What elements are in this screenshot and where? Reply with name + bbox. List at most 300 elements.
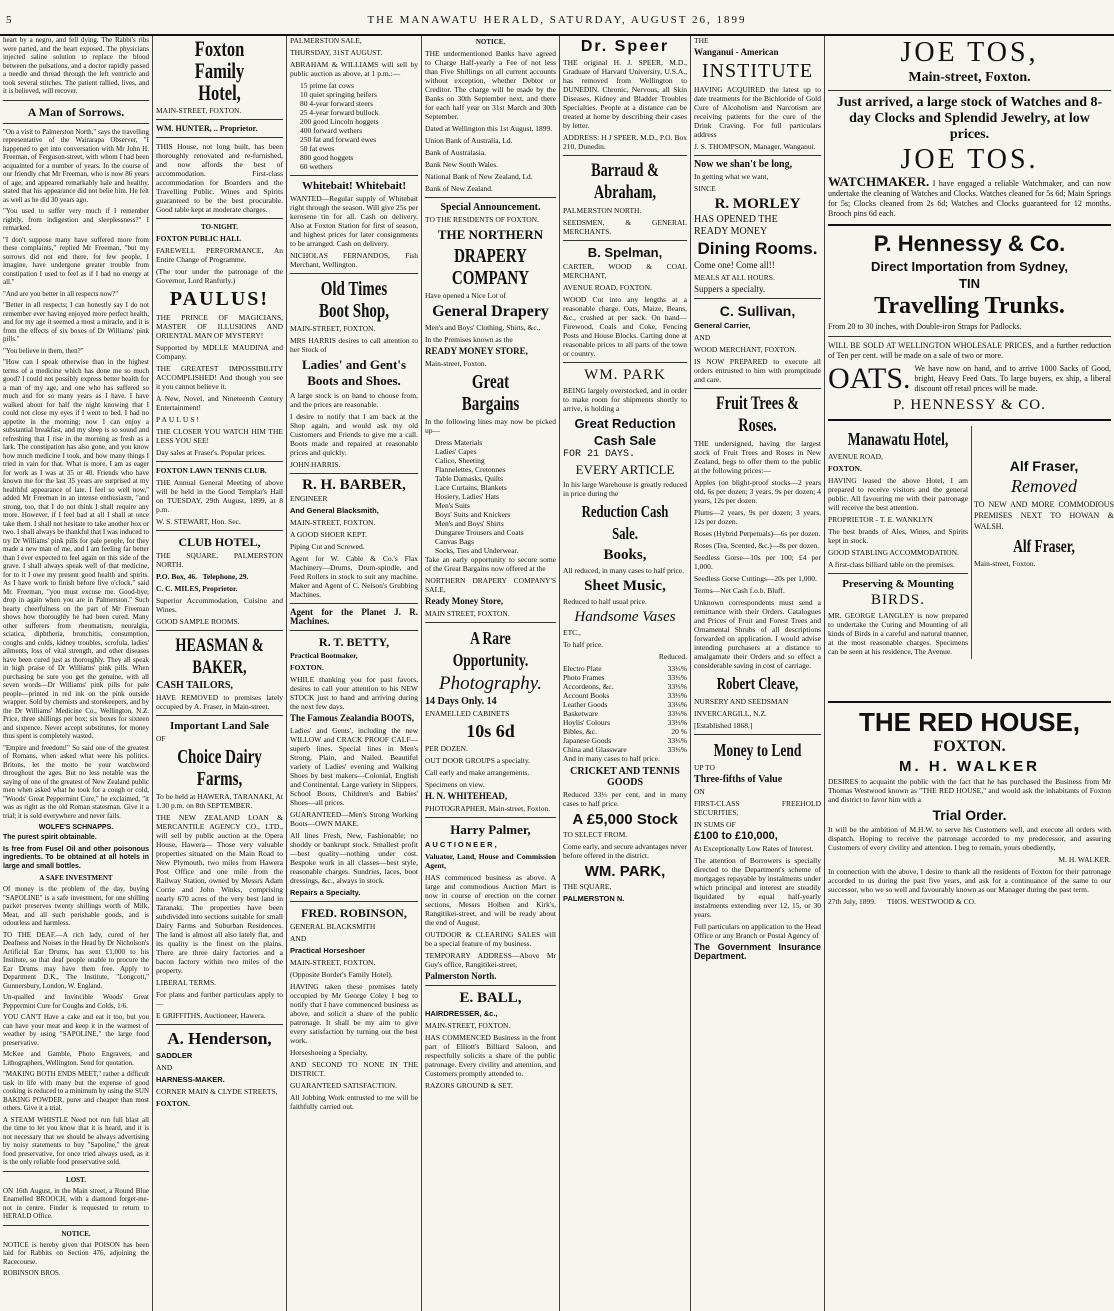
specimens: Specimens on view. xyxy=(425,780,485,789)
hall-name: FOXTON PUBLIC HALL xyxy=(156,234,242,243)
wood-merchant: WOOD MERCHANT, FOXTON. xyxy=(694,345,797,354)
boot-sign: JOHN HARRIS. xyxy=(290,460,341,469)
ball: E. BALL, xyxy=(459,990,522,1006)
divider xyxy=(425,985,556,986)
betty-body: WHILE thanking you for past favors, desires to call your attention to his NEW STOCK just to hand and arriving during the next few days. xyxy=(290,675,418,711)
price-pct: 33⅓% xyxy=(667,745,687,754)
red-foxton: FOXTON. xyxy=(933,738,1006,755)
club-po: P.O. Box, 46. xyxy=(156,572,197,581)
photo-price: 10s 6d xyxy=(466,721,515,741)
best-brands: The best brands of Ales, Wines, and Spirits kept in stock. xyxy=(828,527,968,545)
valuator: Valuator, Land, House and Commission Agent, xyxy=(425,852,556,870)
price-item: Hoylis' Colours xyxy=(563,718,610,727)
price-item: Basketware xyxy=(563,709,598,718)
in-his: In his large Warehouse is greatly reduced in price during the xyxy=(563,480,687,498)
price-pct: 33⅓% xyxy=(667,673,687,682)
list-item: 10 quiet springing heifers xyxy=(300,90,377,99)
club-heading: CLUB HOTEL, xyxy=(178,535,261,549)
trial: Trial Order. xyxy=(932,807,1007,823)
established: [Established 1868.] xyxy=(694,721,753,730)
barber-agent: Agent for W. Cable & Co.'s Flax Machinery—Drums, Drum-spindle, and Feed Rollers in stock to suit any machine. Maker and Agent of C. Nelson's Grubbing Machines. xyxy=(290,554,418,599)
northern: THE NORTHERN xyxy=(437,227,544,242)
paulus-sub: THE PRINCE OF MAGICIANS, MASTER OF ILLUSIONS AND ORIENTAL MAN OF MYSTERY! xyxy=(156,313,283,340)
three-fifths: Three-fifths of Value xyxy=(694,774,783,785)
birds: BIRDS. xyxy=(871,592,925,608)
list-item: 50 fat ewes xyxy=(300,144,335,153)
mens: Men's and Boys' Clothing, Shirts, &c., xyxy=(425,323,541,332)
robinson-heading: FRED. ROBINSON, xyxy=(301,906,407,920)
split-area xyxy=(828,426,1114,696)
thompson: J. S. THOMPSON, Manager, Wanganui. xyxy=(694,142,816,151)
list-item: 800 good hoggets xyxy=(300,153,354,162)
walker-body: DESIRES to acquaint the public with the fact that he has purchased the Business from Mr Thomas Westwood known as "THE RED HOUSE," and would ask the inhabitants of Foxton and district to favor him with a xyxy=(828,777,1111,804)
removed: Removed xyxy=(1011,476,1077,496)
horseshoeing: Horseshoeing a Specialty, xyxy=(290,1048,368,1057)
manawatu-body: HAVING leased the above Hotel, I am prepared to receive visitors and the general public. All favouring me with their patronage will receive the best attention. xyxy=(828,476,968,512)
reduced-half: Reduced to half usual price. xyxy=(563,597,647,606)
land-of: OF xyxy=(156,734,166,743)
arrived: Just arrived, a large stock of Watches and 8-day Clocks and Splendid Jewelry, at low prices. xyxy=(836,95,1103,142)
outdoor: OUT DOOR GROUPS a specialty. xyxy=(425,756,530,765)
schnapps-line: Is free from Fusel Oil and other poisonous ingredients. To be obtained at all hotels in large and small bottles. xyxy=(3,845,149,870)
wellington: WILL BE SOLD AT WELLINGTON WHOLESALE PRICES, and a further reduction of Ten per cent. will be made on a sale of two or more. xyxy=(828,341,1111,360)
auctioneer: AUCTIONEER, xyxy=(425,840,499,849)
cricket: CRICKET AND TENNIS GOODS xyxy=(570,766,680,788)
upto: UP TO xyxy=(694,763,715,772)
tin: TIN xyxy=(959,276,980,291)
proprietor: PROPRIETOR - T. E. WANKLYN xyxy=(828,515,933,524)
come-one: Come one! Come all!! xyxy=(694,260,775,270)
price-item: Accordeons, &c. xyxy=(563,682,614,691)
all-reduced: All reduced, in many cases to half price. xyxy=(563,566,684,575)
list-item: 60 wethers xyxy=(300,162,333,171)
northern-sale: NORTHERN DRAPERY COMPANY'S SALE, xyxy=(425,576,556,594)
price-table xyxy=(563,664,687,754)
reduced-label: Reduced. xyxy=(658,652,687,661)
govt: The Government Insurance Department. xyxy=(694,942,821,961)
guaranteed: GUARANTEED—Men's Strong Working Boots—OWN MAKE. xyxy=(290,810,418,828)
speer-body: THE original H. J. SPEER, M.D., Graduate of Harvard University, U.S.A., has removed from Wellington to DUNEDIN. Chronic, Nervous, all Skin Diseases, Kidney and Bladder Troubles Specialties. People at a distance can be treated at home by describing their cases by letter. xyxy=(563,58,687,130)
price-pct: 33⅓% xyxy=(667,709,687,718)
column-4 xyxy=(422,36,560,1311)
club-prop: C. C. MILES, Proprietor. xyxy=(156,584,238,593)
bank-name: Bank New South Wales. xyxy=(425,160,499,169)
robinson-street: MAIN-STREET, FOXTON, xyxy=(290,958,376,967)
list-item: 15 prime fat cows xyxy=(300,81,354,90)
hairdresser: HAIRDRESSER, &c., xyxy=(425,1009,498,1018)
whitebait-sign: NICHOLAS FERNANDOS, Fish Merchant, Wellington. xyxy=(290,251,418,269)
trunks: Travelling Trunks. xyxy=(874,293,1065,319)
column-1 xyxy=(0,36,153,1311)
barraud: Barraud & Abraham, xyxy=(591,160,659,203)
price-item: Leather Goods xyxy=(563,700,608,709)
price-pct: 33⅓% xyxy=(667,736,687,745)
bank-notice: THE undermentioned Banks have agreed to Charge Half-yearly a Fee of not less than Five Shillings on all current accounts without exception, whether Debtor or Creditor. The charge will be made by the Banks on 30th September next, and there for each half year on 31st March and 30th September. xyxy=(425,49,556,121)
from: From 20 to 30 inches, with Double-iron Straps for Padlocks. xyxy=(828,322,1022,331)
date: 27th July, 1899. xyxy=(828,897,876,906)
bank-name: Bank of New Zealand. xyxy=(425,184,493,193)
every-article: EVERY ARTICLE xyxy=(575,462,675,477)
and-word: AND xyxy=(156,1063,173,1072)
spelman: B. Spelman, xyxy=(587,245,663,260)
divider xyxy=(3,123,149,124)
divider xyxy=(156,218,283,219)
opened: HAS OPENED THE xyxy=(694,214,778,225)
call-early: Call early and make arrangements. xyxy=(425,768,530,777)
fruit: Fruit Trees & Roses. xyxy=(715,393,800,436)
sales-list xyxy=(290,81,418,171)
griffiths: E GRIFFITHS, Auctioneer, Hawera. xyxy=(156,1011,266,1020)
article-para: "How can I speak otherwise than in the highest terms of a medicine which has done me so much good? I could not possibly express better health for a man of my age, and one who has suffered so much and for so many years as I have. I have walked about for half the night knowing that I could not close my eyes if I went to bed. I had no appetite in the morning; now I can enjoy a substantial breakfast, and my sleep is so sound and refreshing that I rise in the morning as fresh as a lark. The constipation has also gone, and you know how much medicine I took, and how many things I tried in vain for that. What is more, I am as eager for work as I was at 35 or 40. Friends who have known me for the last 35 years are surprised at my healthful appearance of late. I feel so well now," added Mr Freeman in an intense enthusiasm, "and strong, too, that I do not think I shall require any more. However, if I feel bad at all I shall at once take them. I shall not hesitate to take another box or two. I shall always be thankful that I was induced to try Dr Williams' pink pills for pale people, for they made a new man of me, and I am feeling far better than I ever expected to feel again on this side of the grave. I shall always speak well of that medicine, for to it I owe my present good health and spirits. As I have work to finish before five o'clock," said Mr. Freeman, "you must excuse me. Good-bye; drop in again when you are in Palmerston." Such hearty cheerfulness on the part of Mr Freeman shows how thoroughly he had been cured. Many other sufferers from rheumatism, neuralgia, sciatica, diphtheria, bronchitis, consumption, coughs and colds, kidney troubles, scrofula, ladies' ailments, loss of vital strength, and other diseases have been cured just as thoroughly. They all speak in high praise of Dr Williams' pink pills. When purchasing be sure you get the genuine, with all seven words—Dr Williams' pink pills for pale people—printed in red ink on the pink outside wrapper. Sold by chemists and storekeepers, and by the Dr Williams' Medicine Co., Wellington, N.Z. Price, three shillings per box; six boxes for sixteen and sixpence. Never accept substitutes, for money thus spent is completely wasted. xyxy=(3,358,149,740)
henderson-title: A. Henderson, xyxy=(167,1029,272,1048)
list-item: Hosiery, Ladies' Hats xyxy=(435,492,499,501)
schnapps-line: The purest spirit obtainable. xyxy=(3,834,97,841)
betty-sub: Practical Bootmaker, xyxy=(290,651,358,660)
park: WM. PARK xyxy=(584,367,666,383)
select: TO SELECT FROM. xyxy=(563,830,628,839)
divider xyxy=(425,622,556,623)
article-para: "Empire and freedom!" So said one of the greatest of Romans, when asked what were his politics. Britons, let the motto be your watchword throughout the ages. But no less notable was the saying of one of the greatest of New Zealand public men when asked what he took for a cough or cold, "Woods' Great Peppermint Cure," he exclaimed, "it was as right as the old Roman statesman. Give it a trial; it is sold everywhere and never fails. xyxy=(3,743,149,820)
hennessy-2: P. HENNESSY & CO. xyxy=(893,397,1046,413)
westwood: THOS. WESTWOOD & CO. xyxy=(887,897,976,906)
table-row xyxy=(563,718,687,727)
fruit-price: Plums—2 years, 9s per dozen; 3 years, 12s per dozen. xyxy=(694,508,821,526)
manawatu-foxton: FOXTON. xyxy=(828,464,862,473)
barber-street: MAIN-STREET, FOXTON. xyxy=(290,518,376,527)
sullivan: C. Sullivan, xyxy=(719,303,796,319)
misc-para: Un-qualled and Invincible Woods' Great Peppermint Cure for Coughs and Colds, 1/6. xyxy=(3,993,149,1010)
barber-sub: And General Blacksmith, xyxy=(290,506,379,515)
divider xyxy=(694,388,821,389)
second-to-none: AND SECOND TO NONE IN THE DISTRICT. xyxy=(290,1060,418,1078)
boot-street: MAIN-STREET, FOXTON. xyxy=(290,324,376,333)
many-cases: And in many cases to half price. xyxy=(563,754,660,763)
rabbi-story: heart by a negro, and fell dying. The Rabbi's ribs were parted, and the heart exposed. The physicians injected saline solution to replace the blood between the pulsations, and a doctor rapidly passed a needle and thread through the left ventricle and took several stitches. The patient rallied, lives, and it is believed, will recover. xyxy=(3,36,149,95)
unknown: Unknown correspondents must send a remittance with their Orders. Catalogues and Prices of Fruit and Forest Trees and Ornamental Shrubs of all descriptions forwarded on application. I would advise intending purchasers at a distance to amalgamate their Orders and so effect a considerable saving in cost of carriage. xyxy=(694,598,821,670)
misc-para: YOU CAN'T Have a cake and eat it too, but you can have your meat and keep it in the warmest of weather by using "SAPOLINE," the large food preservative. xyxy=(3,1013,149,1047)
table-row xyxy=(563,691,687,700)
divider xyxy=(563,362,687,363)
corner: CORNER MAIN & CLYDE STREETS, xyxy=(156,1087,278,1096)
divider xyxy=(290,901,418,902)
carrier: General Carrier, xyxy=(694,321,751,330)
price-pct: 33⅓% xyxy=(667,691,687,700)
closer: THE CLOSER YOU WATCH HIM THE LESS YOU SEE! xyxy=(156,427,283,445)
langley: MR. GEORGE LANGLEY is now prepared to undertake the Curing and Mounting of all kinds of Birds in a careful and natural manner, at the most reasonable charges. Specimens can be seen at his residence, The Avenue. xyxy=(828,611,968,656)
wanganui: Wanganui - American xyxy=(694,47,779,57)
price-pct: 33⅓% xyxy=(667,664,687,673)
ready-store-2: Ready Money Store, xyxy=(425,596,504,606)
first-class: FIRST-CLASS FREEHOLD SECURITIES, xyxy=(694,799,821,817)
list-item: Socks, Ties and Underwear. xyxy=(435,546,519,555)
sullivan-body: IS NOW PREPARED to execute all orders entrusted to him with promptitude and care. xyxy=(694,357,821,384)
plans: For plans and further particulars apply to— xyxy=(156,990,283,1008)
palmerston: Palmerston North. xyxy=(425,971,497,981)
novel: A New, Novel, and Nineteenth Century Entertainment! xyxy=(156,394,283,412)
avenue: AVENUE ROAD, xyxy=(828,452,883,461)
square: THE SQUARE, xyxy=(563,882,612,891)
list-item: 25 4-year forward bullock xyxy=(300,108,379,117)
column-2 xyxy=(153,36,287,1311)
reduction: Great Reduction xyxy=(574,416,676,431)
tennis-sign: W. S. STEWART, Hon. Sec. xyxy=(156,517,241,526)
reduced-33: Reduced 33⅓ per cent, and in many cases to half price. xyxy=(563,790,687,808)
full: Full particulars on application to the Head Office or any Branch or Postal Agency of xyxy=(694,922,821,940)
table-row xyxy=(563,682,687,691)
residents: TO THE RESIDENTS OF FOXTON. xyxy=(425,215,539,224)
club-square: THE SQUARE, PALMERSTON NORTH. xyxy=(156,551,283,569)
dining: Dining Rooms. xyxy=(697,239,818,258)
barraud-town: PALMERSTON NORTH. xyxy=(563,206,642,215)
heasman-body: HAVE REMOVED to premises lately occupied by A. Fraser, in Main-street. xyxy=(156,693,283,711)
on-word: ON xyxy=(694,787,705,796)
patronage: (The tour under the patronage of the Governor, Lord Ranfurly.) xyxy=(156,267,283,285)
divider xyxy=(828,419,1111,421)
divider xyxy=(694,734,821,735)
divider xyxy=(828,224,1111,226)
ball-street: MAIN-STREET, FOXTON. xyxy=(425,1021,511,1030)
list-item: Men's Suits xyxy=(435,501,470,510)
hennessy: P. Hennessy & Co. xyxy=(873,231,1066,256)
table-row xyxy=(563,673,687,682)
table-row xyxy=(563,664,687,673)
paulus-2: PAULUS! xyxy=(156,415,201,424)
whitehead: H. N. WHITEHEAD, xyxy=(425,791,508,801)
misc-para: TO THE DEAF.—A rich lady, cured of her Deafness and Noises in the Head by Dr Nicholson's Artificial Ear Drums, has sent £1,000 to his Institute, so that deaf people unable to procure the Ear Drums may have them free. Apply to Department D.K., The Institute, "Longcott," Gunnersbury, London, W. England. xyxy=(3,930,149,990)
price-item: Electro Plate xyxy=(563,664,602,673)
spelman-road: AVENUE ROAD, FOXTON. xyxy=(563,283,652,292)
boot-heading: Old Times Boot Shop, xyxy=(318,278,390,322)
barber-heading: R. H. BARBER, xyxy=(302,477,406,493)
bank-name: National Bank of New Zealand, Ld. xyxy=(425,172,533,181)
price-pct: 33⅓% xyxy=(667,718,687,727)
sums: IN SUMS OF xyxy=(694,820,736,829)
institute: INSTITUTE xyxy=(701,60,814,82)
palmer-body: HAS commenced business as above. A large and commodious Auction Mart is now in course of erection on the corner sections, Messrs Holben and Kirk's, Rangitikei-street, and will be ready about the end of August. xyxy=(425,873,556,927)
table-row xyxy=(563,700,687,709)
boot-body-3: I desire to notify that I am back at the Shop again, and would ask my old Customers and Friends to give me a call. Boots made and repaired at reasonable prices and quickly. xyxy=(290,412,418,457)
speer-address: ADDRESS: H J SPEER, M.D., P.O. Box 210, Dunedin. xyxy=(563,133,687,151)
repairs: Repairs a Specialty. xyxy=(290,888,361,897)
divider xyxy=(156,137,283,138)
divider xyxy=(425,197,556,198)
to-new: TO NEW AND MORE COMMODIOUS PREMISES NEXT TO HOWAN & WALSH. xyxy=(974,500,1114,531)
institute-body: HAVING ACQUIRED the latest up to date treatments for the Bichloride of Gold Cure of Alcoholism and Narcotism are receiving patients for the cure of the Drink Craving. For full particulars address xyxy=(694,85,821,139)
price-pct: 33⅓% xyxy=(667,700,687,709)
betty-heading: R. T. BETTY, xyxy=(318,635,390,649)
ambition: It will be the ambition of M.H.W. to serve his Customers well, and execute all orders with dispatch. Hoping to receive the patronage accorded to my predecessor, and assuring Customers of every civility and attention. I beg to remain, yours obediently, xyxy=(828,825,1111,852)
zealandia-heading: The Famous Zealandia BOOTS, xyxy=(290,713,415,723)
list-item: Dungaree Trousers and Coats xyxy=(435,528,524,537)
divider xyxy=(3,100,149,101)
sales-intro: ABRAHAM & WILLIAMS will sell by public auction as above, at 1 p.m.:— xyxy=(290,60,418,78)
heasman-sub: CASH TAILORS, xyxy=(156,680,233,691)
list-item: 80 4-year forward steers xyxy=(300,99,374,108)
sales-heading: PALMERSTON SALE, xyxy=(290,36,362,45)
palmerston-n: PALMERSTON N. xyxy=(563,894,625,903)
divider xyxy=(828,90,1111,91)
price-item: China and Glassware xyxy=(563,745,627,754)
following: In the following lines may now be picked up— xyxy=(425,417,556,435)
tonight-heading: TO-NIGHT. xyxy=(201,223,238,231)
special-heading: Special Announcement. xyxy=(440,202,541,213)
books: Books, xyxy=(603,547,647,563)
fruit-price: Roses (Tea, Scented, &c.)—8s per dozen. xyxy=(694,541,820,550)
main-street-2: MAIN STREET, FOXTON. xyxy=(425,609,510,618)
drapery: DRAPERY COMPANY xyxy=(451,245,530,289)
spelman-body: WOOD Cut into any lengths at a reasonable charge. Oats, Maize, Beans, &c., crushed at per sack. On hand—Firewood, Coals and Coke, Fencing Posts and House Blocks. Carting done at reasonable prices to all parts of the town or country. xyxy=(563,295,687,358)
alf-fraser: Alf Fraser, xyxy=(1009,458,1079,474)
divider xyxy=(425,817,556,818)
column-5 xyxy=(560,36,691,1311)
list-item: 200 good Lincoln hoggets xyxy=(300,117,379,126)
notice-body: NOTICE is hereby given that POISON has been laid for Rabbits on Section 476, adjoining the Racecourse. xyxy=(3,1240,149,1266)
heasman-title: HEASMAN & BAKER, xyxy=(175,635,264,678)
fraser-block xyxy=(974,456,1114,571)
robinson-opp: (Opposite Border's Family Hotel). xyxy=(290,970,393,979)
lost-body: ON 16th August, in the Main street, a Round Blue Enamelled BROOCH, with a diamond forget-me-not in centre. Finder is requested to return to HERALD Office. xyxy=(3,1186,149,1220)
robinson-and: AND xyxy=(290,934,307,943)
notice-heading: NOTICE. xyxy=(475,38,506,46)
ready-money: READY MONEY xyxy=(694,226,768,237)
invercargill: INVERCARGILL, N.Z. xyxy=(694,709,767,718)
whitebait-body: WANTED—Regular supply of Whitebait right through the season. Will give 25s per kerosene tin for all. Cash on delivery. Also at Foxton Station for first of season, and highest prices for later consignments to be arranged. Cash on delivery. xyxy=(290,194,418,248)
divider xyxy=(290,603,418,604)
table-row xyxy=(563,709,687,718)
divider xyxy=(290,273,418,274)
morley: R. MORLEY xyxy=(714,196,801,212)
days-only: 14 Days Only. 14 xyxy=(425,696,497,707)
divider xyxy=(828,701,1111,703)
watchmaker: WATCHMAKER. xyxy=(828,174,930,189)
farewell: FAREWELL PERFORMANCE, An Entire Change of Programme. xyxy=(156,246,283,264)
to-half: To half price. xyxy=(563,640,604,649)
hotel-proprietor: WM. HUNTER, .. Proprietor. xyxy=(156,124,258,133)
pounds: £100 to £10,000, xyxy=(694,830,778,842)
tennis-body: THE Annual General Meeting of above will be held in the Good Templar's Hall on TUESDAY, 29th August, 1899, at 8 p.m. xyxy=(156,478,283,514)
great-bargains: Great Bargains xyxy=(461,371,520,415)
price-item: Account Books xyxy=(563,691,610,700)
divider xyxy=(3,1171,149,1172)
price-item: Bibles, &c. xyxy=(563,727,597,736)
price-pct: 20 % xyxy=(671,727,687,736)
since: SINCE xyxy=(694,184,716,193)
article-para: "You used to suffer very much if I remember rightly, from indigestion and sleeplessness?" I remarked. xyxy=(3,207,149,232)
dairy-title: Choice Dairy Farms, xyxy=(177,746,262,790)
club-tel: Telephone, 29. xyxy=(202,572,249,581)
divider xyxy=(694,155,821,156)
divider xyxy=(290,175,418,176)
column-6 xyxy=(691,36,825,1311)
park-body: BEING largely overstocked, and in order to make room for shipments shortly to arrive, is holding a xyxy=(563,386,687,413)
article-heading: A Man of Sorrows. xyxy=(27,104,125,119)
list-item: Calico, Sheeting xyxy=(435,456,485,465)
barber-shoer: A GOOD SHOER KEPT. xyxy=(290,530,367,539)
satisfaction: GUARANTEED SATISFACTION. xyxy=(290,1081,397,1090)
stabling: GOOD STABLING ACCOMMODATION. xyxy=(828,548,959,557)
general-drapery: General Drapery xyxy=(432,303,549,320)
list-item: Boys' Suits and Knickers xyxy=(435,510,511,519)
divider xyxy=(156,119,283,120)
divider xyxy=(828,573,968,574)
harness: HARNESS-MAKER. xyxy=(156,1075,225,1084)
robinson-body: HAVING taken these premises lately occupied by Mr George Coley I beg to notify that I have commenced business as above, and solicit a share of the public patronage. It shall be my aim to give every satisfaction by turning out the best work. xyxy=(290,982,418,1045)
price-item: Photo Frames xyxy=(563,673,605,682)
price-item: Japanese Goods xyxy=(563,736,612,745)
column-3 xyxy=(287,36,422,1311)
ball-body: HAS COMMENCED Business in the front part of Elliott's Billiard Saloon, and respectfully solicits a share of the public patronage. Every civility and attention, and Customers promptly attended to. xyxy=(425,1033,556,1078)
and-word: AND xyxy=(694,333,711,342)
divider xyxy=(290,473,418,474)
park-2: WM. PARK, xyxy=(584,863,666,880)
supported: Supported by MDLLE MAUDINA and Company. xyxy=(156,343,283,361)
list-item: Dress Materials xyxy=(435,438,483,447)
divider xyxy=(694,298,821,299)
article-para: "I don't suppose many have suffered more from these complaints," replied Mr Freeman, "but my sorrows did not end there, for few people, I imagine, have undergone greater trouble from constipation I used to feel as if I had no energy at all." xyxy=(3,235,149,286)
fruit-price: Seedless Gorse—10s per 100; £4 per 1,000. xyxy=(694,553,821,571)
temporary: TEMPORARY ADDRESS—Above Mr Guy's office, Rangitikei-street, xyxy=(425,951,556,969)
per-dozen: PER DOZEN. xyxy=(425,744,468,753)
divider xyxy=(563,240,687,241)
divider xyxy=(563,155,687,156)
hotel-body: THIS House, not long built, has been thoroughly renovated and re-furnished, and now affords the best of accommodation. First-class accommodation for Boarders and the Travelling Public. Wines and Spirits guaranteed to be the best procurable. Good table kept at moderate charges. xyxy=(156,142,283,214)
misc-para: Of money is the problem of the day, buying "SAPOLINE" is a safe investment, for one shilling packet preserves twenty shillings worth of Milk, Meat, and all such perishable goods, and is odourless and harmless. xyxy=(3,885,149,927)
spelman-sub: CARTER, WOOD & COAL MERCHANT, xyxy=(563,262,687,280)
boot-sub: Ladies' and Gent's Boots and Shoes. xyxy=(301,357,407,388)
mainst: Main-street, Foxton. xyxy=(908,70,1031,85)
table-row xyxy=(563,727,687,736)
club-rooms: GOOD SAMPLE ROOMS. xyxy=(156,617,240,626)
all-work: All Jobbing Work entrusted to me will be faithfully carried out. xyxy=(290,1093,418,1111)
barber-pipe: Piping Cut and Screwed. xyxy=(290,542,365,551)
nursery: NURSERY AND SEEDSMAN xyxy=(694,697,789,706)
bank-name: Union Bank of Australia, Ld. xyxy=(425,136,513,145)
joetos-2: JOE TOS. xyxy=(900,144,1039,175)
joetos: JOE TOS, xyxy=(900,37,1039,68)
list-item: Table Damasks, Quilts xyxy=(435,474,504,483)
lost-heading: LOST. xyxy=(66,1175,86,1184)
exceptionally: At Exceptionally Low Rates of Interest. xyxy=(694,844,814,853)
getting: In getting what we want, xyxy=(694,172,769,181)
list-item: Flannelettes, Cretonnes xyxy=(435,465,506,474)
speer-heading: Dr. Speer xyxy=(580,38,670,55)
sales-date: THURSDAY, 31ST AUGUST. xyxy=(290,48,383,57)
notice-sign: ROBINSON BROS. xyxy=(3,1269,61,1277)
misc-para: A STEAM WHISTLE Need not run full blast all the time to let you know that it is heard, and it is not necessary that we should be always advertising by noisy statements to buy "Sapoline," the great food preservative, for once tried always used, as it is the only reliable food preservative sold. xyxy=(3,1115,149,1166)
divider xyxy=(156,530,283,531)
table-row xyxy=(563,745,687,754)
divider xyxy=(156,1024,283,1025)
alf-fraser-2: Alf Fraser, xyxy=(1013,536,1075,556)
divider xyxy=(828,336,1111,337)
oats: OATS. xyxy=(828,362,911,395)
tennis-heading: FOXTON LAWN TENNIS CLUB. xyxy=(156,466,267,475)
masthead-title: THE MANAWATU HERALD, SATURDAY, AUGUST 26, 1899 xyxy=(367,14,747,26)
take: Take an early opportunity to secure some of the Great Bargains now offered at the xyxy=(425,555,556,573)
ready-store: READY MONEY STORE, xyxy=(425,346,528,356)
money: Money to Lend xyxy=(713,740,802,760)
billiard: A first-class billiard table on the premises. xyxy=(828,560,955,569)
divider xyxy=(290,630,418,631)
seedsmen: SEEDSMEN, & GENERAL MERCHANTS. xyxy=(563,218,687,236)
paulus-title: PAULUS! xyxy=(169,288,270,310)
terms: Terms—Net Cash f.o.b. Bluff. xyxy=(694,586,785,595)
page-number: 5 xyxy=(6,14,12,26)
dairy-body: THE NEW ZEALAND LOAN & MERCANTILE AGENCY CO., LTD., will sell by public auction at the Opera House, Hawera— Those very valuable properties situated on the Main Road to New Plymouth, two miles from Hawera Post Office and one mile from the Railway Station, owned by Messrs Adam Corrie and John Winks, comprising nearly 670 acres of the very best land in Taranaki. The properties have been subdivided into sections suitable for small Dairy Farms and Suburban Residences. The land is almost all also lately flat, and its quality is the finest on the plains. There are three dairy factories and a bacon factory within two miles of the property. xyxy=(156,813,283,975)
photography: Photography. xyxy=(439,673,542,694)
dairy-sold: To be held at HAWERA, TARANAKI, At 1.30 p.m. on 8th SEPTEMBER. xyxy=(156,792,283,810)
list-item: Lace Curtains, Blankets xyxy=(435,483,507,492)
